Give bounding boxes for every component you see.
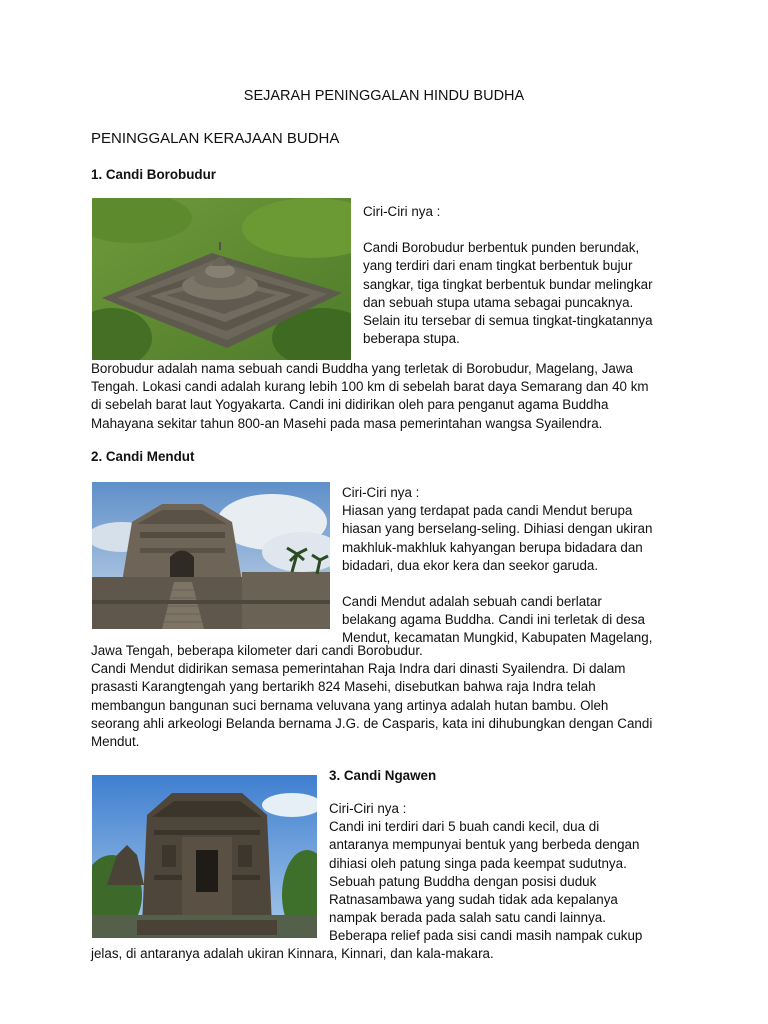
ngawen-features-line: nampak berada pada salah satu candi lainnya. xyxy=(329,910,606,926)
ngawen-features-label: Ciri-Ciri nya : xyxy=(329,801,407,816)
mendut-description xyxy=(91,642,701,751)
mendut-side-line: Mendut, kecamatan Mungkid, Kabupaten Magelang, xyxy=(342,630,653,646)
mendut-description-line: membangun bangunan suci bernama veluvana yang artinya adalah hutan bambu. Oleh xyxy=(91,697,609,713)
ngawen-description-line: jelas, di antaranya adalah ukiran Kinnara, Kinnari, dan kala-makara. xyxy=(91,946,494,961)
borobudur-description-line: di sebelah barat laut Yogyakarta. Candi ini didirikan oleh para penganut agama Buddha xyxy=(91,397,609,413)
borobudur-description xyxy=(91,360,691,433)
ngawen-features-line: antaranya mempunyai bentuk yang berbeda dengan xyxy=(329,837,640,853)
borobudur-heading: 1. Candi Borobudur xyxy=(91,167,216,182)
borobudur-description-line: Mahayana sekitar tahun 800-an Masehi pada masa pemerintahan wangsa Syailendra. xyxy=(91,415,603,431)
ngawen-heading: 3. Candi Ngawen xyxy=(329,768,437,783)
mendut-features-line: makhluk-makhluk kahyangan berupa bidadara dan xyxy=(342,539,643,555)
borobudur-features-line: dan sebuah stupa utama sebagai puncaknya. xyxy=(363,294,634,310)
ngawen-features-line: Candi ini terdiri dari 5 buah candi kecil, dua di xyxy=(329,819,600,835)
mendut-side-line: Candi Mendut adalah sebuah candi berlatar xyxy=(342,594,602,610)
borobudur-features-line: Candi Borobudur berbentuk punden berundak, xyxy=(363,240,640,256)
ngawen-features-line: Sebuah patung Buddha dengan posisi duduk xyxy=(329,873,597,889)
document-title: SEJARAH PENINGGALAN HINDU BUDHA xyxy=(243,88,525,104)
mendut-description-line: Jawa Tengah, beberapa kilometer dari candi Borobudur. xyxy=(91,643,423,658)
ngawen-features-line: Ratnasambawa yang sudah tidak ada kepalanya xyxy=(329,892,618,908)
borobudur-features-line: beberapa stupa. xyxy=(363,331,460,347)
ngawen-features-line: dihiasi oleh patung singa pada keempat sudutnya. xyxy=(329,855,627,871)
mendut-features-line: bidadari, dua ekor kera dan seekor garuda. xyxy=(342,557,599,573)
section-heading: PENINGGALAN KERAJAAN BUDHA xyxy=(91,130,340,147)
mendut-side-line: belakang agama Buddha. Candi ini terletak di desa xyxy=(342,612,645,628)
mendut-description-line: seorang ahli arkeologi Belanda bernama J.G. de Casparis, kata ini dihubungkan dengan Candi xyxy=(91,715,653,731)
mendut-photo xyxy=(92,482,330,629)
borobudur-description-line: Borobudur adalah nama sebuah candi Buddha yang terletak di Borobudur, Magelang, Jawa xyxy=(91,361,633,376)
mendut-description-line: Candi Mendut didirikan semasa pemerintahan Raja Indra dari dinasti Syailendra. Di dalam xyxy=(91,661,626,677)
ngawen-features-line: Beberapa relief pada sisi candi masih nampak cukup xyxy=(329,928,643,944)
ngawen-photo xyxy=(92,775,317,938)
borobudur-photo xyxy=(92,198,351,360)
borobudur-features-label: Ciri-Ciri nya : xyxy=(363,204,441,219)
mendut-heading: 2. Candi Mendut xyxy=(91,449,195,464)
mendut-features-line: Hiasan yang terdapat pada candi Mendut berupa xyxy=(342,503,633,519)
borobudur-features-line: sangkar, tiga tingkat berbentuk bundar melingkar xyxy=(363,276,653,292)
mendut-features-line: hiasan yang berselang-seling. Dihiasi dengan ukiran xyxy=(342,521,653,537)
mendut-description-line: prasasti Karangtengah yang bertarikh 824 Masehi, disebutkan bahwa raja Indra telah xyxy=(91,679,596,695)
mendut-features-label: Ciri-Ciri nya : xyxy=(342,485,420,500)
borobudur-features-line: Selain itu tersebar di semua tingkat-tingkatannya xyxy=(363,313,653,329)
ngawen-description xyxy=(91,945,701,963)
borobudur-features-line: yang terdiri dari enam tingkat berbentuk bujur xyxy=(363,258,633,274)
borobudur-description-line: Tengah. Lokasi candi adalah kurang lebih 100 km di sebelah barat daya Semarang dan 40 km xyxy=(91,379,649,395)
mendut-description-line: Mendut. xyxy=(91,734,140,750)
